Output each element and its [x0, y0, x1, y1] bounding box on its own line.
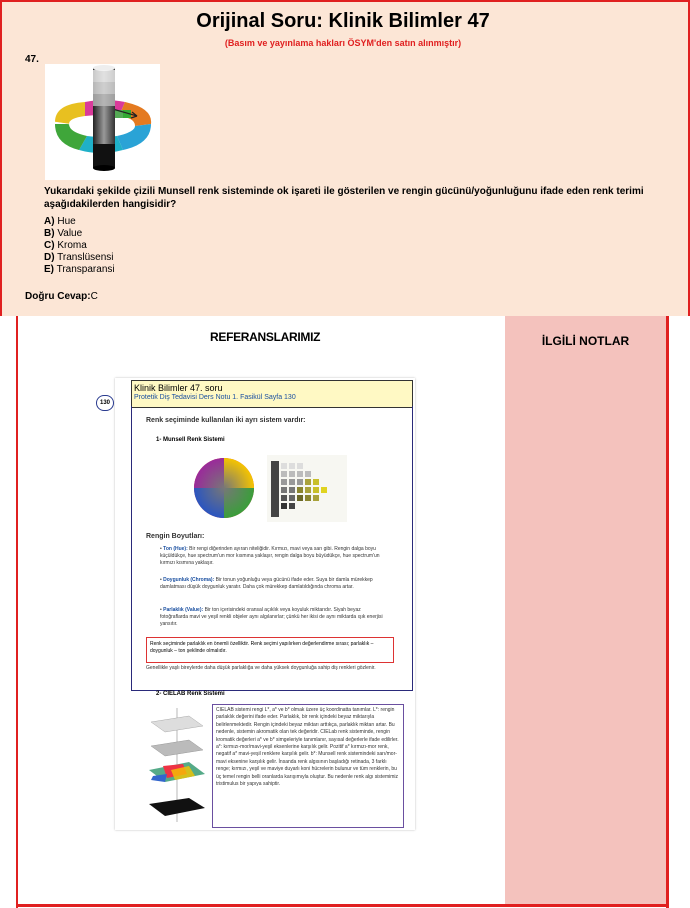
munsell-chart-image [267, 455, 347, 522]
systems-heading: Renk seçiminde kullanılan iki ayrı sistem vardır: [146, 417, 306, 424]
cielab-diagram-image [145, 704, 209, 826]
border-right [666, 316, 669, 908]
option-c[interactable]: C) Kroma [44, 240, 87, 251]
question-text: Yukarıdaki şekilde çizili Munsell renk sisteminde ok işareti ile gösterilen ve rengin gücünü/yoğunluğunu ifade eden renk terimi aşağıdakilerden hangisidir? [44, 186, 644, 210]
notes-column [505, 316, 666, 904]
highlight-text: Renk seçiminde parlaklık en önemli özelliktir. Renk seçimi yapılırken değerlendirme sırası; parlaklık – doygunluk – ton şeklinde olmalıdır. [150, 641, 374, 654]
copyright-note: (Basım ve yayınlama hakları ÖSYM'den satın alınmıştır) [224, 38, 462, 48]
munsell-wheel-image [183, 455, 265, 520]
page-number-badge: 130 [96, 395, 114, 411]
hue-bullet: • Ton (Hue): Bir rengi diğerinden ayıran niteliğidir. Kırmızı, mavi veya sarı gibi. Rengin dalga boyu küçüldükçe, hue spectrum'un mor kısmına yaklaşır, rengin dalga boyu büyüdükçe, hue spectrum'un kırmızı kısmına yaklaşır. [160, 546, 380, 566]
value-bullet: • Parlaklık (Value): Bir ton içerisindeki oransal açıklık veya koyuluk miktarıdır. Siyah beyaz fotoğraflarda mavi ve yeşil renkli objeler aynı algılanırlar; çünkü her ikisi de aynı miktarda ışık enerjisi yansıtır. [160, 607, 383, 627]
correct-answer: Doğru Cevap:C [25, 291, 98, 302]
munsell-subheading: 1- Munsell Renk Sistemi [156, 437, 225, 443]
option-a[interactable]: A) Hue [44, 216, 76, 227]
option-d[interactable]: D) Translüsensi [44, 252, 114, 263]
cielab-subheading: 2- CIELAB Renk Sistemi [156, 691, 225, 697]
option-e[interactable]: E) Transparansi [44, 264, 115, 275]
border-bottom [16, 904, 669, 907]
notes-title: İLGİLİ NOTLAR [541, 334, 630, 348]
reference-header [131, 380, 413, 408]
chroma-bullet: • Doygunluk (Chroma): Bir tonun yoğunluğu veya gücünü ifade eder. Suya bir damla mürekkep damlatması düşük doygunluk yaratır. Daha çok mürekkep damlatıldığında chroma artar. [160, 577, 373, 590]
border-left [16, 316, 18, 908]
question-number: 47. [25, 54, 39, 65]
reference-title: Klinik Bilimler 47. soru [134, 383, 223, 393]
age-note: Genellikle yaşlı bireylerde daha düşük parlaklığa ve daha yüksek doygunluğa sahip diş renkleri gözlenir. [146, 665, 376, 671]
references-title: REFERANSLARIMIZ [210, 330, 321, 344]
munsell-figure [45, 64, 160, 180]
page-title: Orijinal Soru: Klinik Bilimler 47 [196, 10, 490, 32]
answer-options [44, 216, 115, 276]
cielab-text-box [212, 704, 404, 828]
option-b[interactable]: B) Value [44, 228, 83, 239]
dimensions-heading: Rengin Boyutları: [146, 533, 205, 540]
cielab-text: CIELAB sistemi rengi L*, a* ve b* olmak üzere üç koordinatta tanımlar. L*: rengin parlaklık değerini ifade eder. Parlaklık, bir renk içindeki beyaz miktarıyla belirlenmektedir. Rengin içindeki beyaz miktarı arttıkça, parlaklık miktarı artar. Bu nedenle, sistemin akromatik olan tek değeridir. CIELab renk sisteminde, rengin kromatik değerleri a* ve b* simgeleriyle tanımlanır, sayısal değerlerle ifade edilirler. a*: kırmızı-mor/mavi-yeşil eksenlerine karşılık gelir. Pozitif a* kırmızı-mor renk, negatif a* mavi-yeşil renklere karşılık gelir. b*: Munsell renk sistemindeki sarı/mor-mavi eksenine karşılık gelir. İnsanda renk algısının başladığı retinada, 3 farklı renge; kırmızı, yeşil ve maviye duyarlı koni hücrelerin bulunur ve tüm renklerin, bu üç temel rengin belli oranlarda karışımıyla oluştur. Bu nedenle renk algı sistemimiz tristimulus bir yapıya sahiptir. [216, 707, 399, 788]
reference-source: Protetik Diş Tedavisi Ders Notu 1. Fasikül Sayfa 130 [134, 394, 296, 401]
